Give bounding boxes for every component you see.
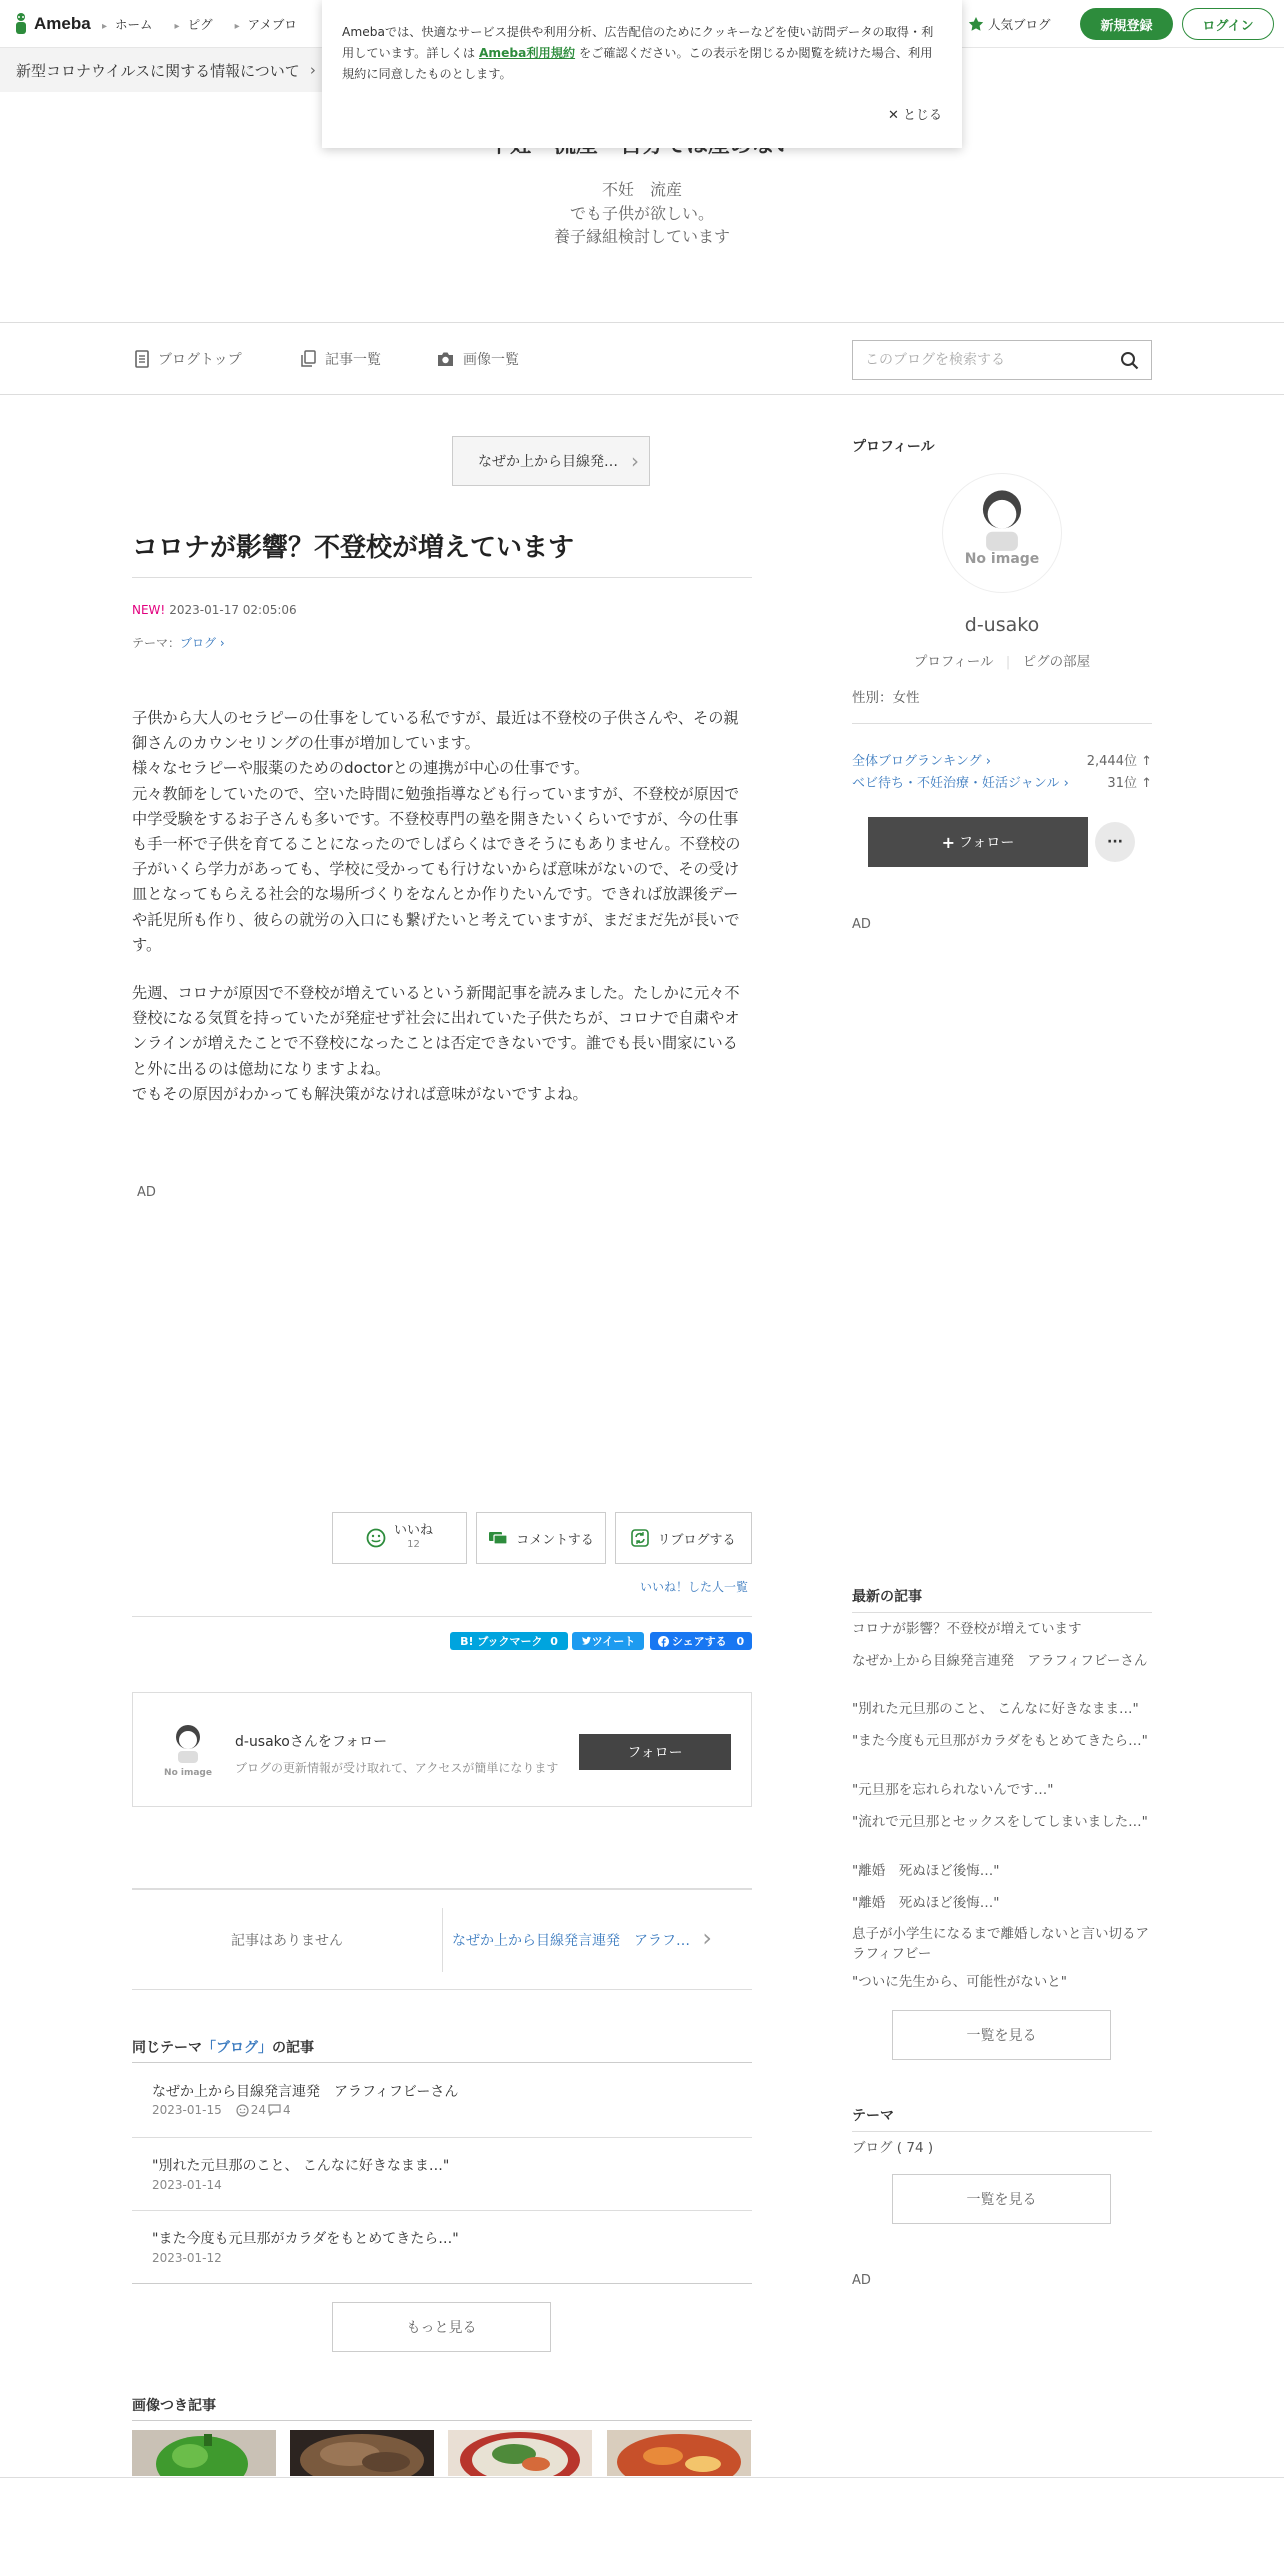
facebook-icon	[658, 1636, 669, 1647]
document-icon	[134, 350, 150, 368]
ranking-row	[852, 772, 1152, 791]
theme-heading: テーマ	[852, 2108, 894, 2124]
comment-icon	[268, 2104, 281, 2116]
like-count: 24	[250, 2103, 267, 2117]
chevron-right-icon: ›	[309, 61, 316, 79]
like-count: 12	[407, 1539, 420, 1550]
latest-article-link[interactable]: "また今度も元旦那がカラダをもとめてきたら…"	[852, 1733, 1148, 1749]
hatena-bookmark-button[interactable]	[450, 1632, 568, 1650]
ad-label: AD	[852, 917, 871, 932]
latest-article-link[interactable]: 息子が小学生になるまで離婚しないと言い切るアラフィフビー	[852, 1926, 1149, 1962]
same-theme-quote: 「	[202, 2040, 216, 2056]
same-theme-article-link[interactable]: "また今度も元旦那がカラダをもとめてきたら…"	[152, 2231, 459, 2247]
blog-nav	[0, 322, 1284, 395]
ad-label: AD	[852, 2273, 871, 2288]
blog-search-input[interactable]	[853, 341, 1103, 379]
noimage-label: No image	[964, 551, 1040, 567]
cookie-close-label: とじる	[902, 108, 942, 123]
overall-ranking-label: 全体ブログランキング	[852, 754, 982, 769]
nav-ameblo-label: アメブロ	[247, 17, 297, 32]
chevron-right-icon: ›	[702, 1924, 712, 1952]
follow-name: d-usakoさんをフォロー	[235, 1734, 388, 1750]
article-paragraph: 子供から大人のセラピーの仕事をしている私ですが、最近は不登校の子供さんや、その親御さんのカウンセリングの仕事が増加しています。 様々なセラピーや服薬のためのdoctorとの連携が中心の仕事です。 元々教師をしていたので、空いた時間に勉強指導なども行っていますが、不登校が原因で中学受験をするお子さんも多いです。不登校専門の塾を開きたいくらいですが、今の仕事も手一杯で子供を育てることになったのでしばらくはできそうにもありません。不登校の子がいくら学力があっても、学校に受かっても行けないからば意味がないので、その受け皿となってもらえる社会的な場所づくりをなんとか作りたいんです。できれば放課後デーや託児所も作り、彼らの就労の入口にも繋げたいと考えていますが、まだまだ先が長いです。	[132, 709, 741, 954]
covid-info-banner[interactable]	[0, 48, 330, 92]
divider	[852, 2131, 1152, 2132]
ranking-row	[852, 750, 1152, 769]
camera-icon	[436, 351, 455, 367]
theme-link[interactable]: ブログ ( 74 )	[852, 2140, 934, 2156]
profile-name[interactable]: d-usako	[964, 614, 1040, 636]
hatena-label: B! ブックマーク	[460, 1635, 543, 1648]
image-list-label: 画像一覧	[463, 352, 519, 368]
latest-article-link[interactable]: "ついに先生から、可能性がないと"	[852, 1974, 1067, 1990]
separator: |	[1005, 654, 1011, 670]
latest-article-link[interactable]: "離婚 死ぬほど後悔…"	[852, 1895, 1000, 1911]
noimage-label: No image	[164, 1768, 212, 1778]
profile-gender: 性別：女性	[852, 690, 920, 706]
article-date: 2023-01-12	[152, 2251, 222, 2265]
divider	[852, 1612, 1152, 1613]
like-stat	[236, 2103, 266, 2117]
divider	[132, 2210, 752, 2211]
search-icon[interactable]	[1120, 351, 1139, 370]
profile-link[interactable]: プロフィール	[913, 654, 994, 670]
prev-article-button[interactable]	[452, 436, 650, 486]
comment-stat	[268, 2103, 291, 2117]
cookie-text: Amebaでは、快適なサービス提供や利用分析、広告配信のためにクッキーなどを使い訪問データの取得・利用しています。詳しくは	[342, 25, 934, 60]
global-nav	[102, 15, 297, 33]
blog-search-box	[852, 340, 1152, 380]
smile-icon	[366, 1528, 386, 1548]
cookie-text: をご確認ください。この表示を閉じるか閲覧を続けた場合、利用規約に同意したものとします。	[342, 46, 933, 81]
covid-info-label: 新型コロナウイルスに関する情報について	[16, 61, 300, 80]
next-article-label: なぜか上から目線発言連発 アラフ…	[452, 1933, 690, 1949]
same-theme-article-meta	[152, 2103, 291, 2117]
overall-ranking-value: 2,444位 ↑	[1086, 754, 1152, 769]
article-list-link[interactable]	[300, 349, 381, 369]
image-list-link[interactable]	[436, 349, 519, 369]
divider	[132, 1616, 752, 1617]
latest-article-link[interactable]: なぜか上から目線発言連発 アラフィフビーさん	[852, 1653, 1148, 1669]
chevron-right-icon: ›	[985, 754, 991, 769]
reblog-label: リブログする	[657, 1532, 736, 1548]
image-article-thumbnail[interactable]	[448, 2430, 592, 2476]
article-pager	[132, 1888, 752, 1990]
ad-label: AD	[137, 1185, 156, 1200]
same-theme-pre: 同じテーマ	[132, 2040, 202, 2056]
same-theme-quote: 」	[258, 2040, 272, 2056]
comment-label: コメントする	[516, 1532, 594, 1548]
cookie-close-button[interactable]	[888, 105, 942, 126]
chevron-right-icon: ›	[1063, 776, 1069, 791]
ameba-logo[interactable]	[12, 12, 91, 36]
nav-pigg[interactable]	[175, 15, 213, 33]
latest-article-link[interactable]: "流れで元旦那とセックスをしてしまいました…"	[852, 1814, 1148, 1830]
article-paragraph: 先週、コロナが原因で不登校が増えているという新聞記事を読みました。たしかに元々不登校になる気質を持っていたが発症せず社会に出れていた子供たちが、コロナで自粛やオンラインが増えたことで不登校になったことは否定できないです。誰でも長い間家にいると外に出るのは億劫になりますよね。 でもその原因がわかっても解決策がなければ意味がないですよね。	[132, 984, 740, 1103]
reblog-button[interactable]	[615, 1512, 752, 1564]
popular-blog-label: 人気ブログ	[988, 17, 1051, 32]
sidebar-follow-button[interactable]	[868, 817, 1088, 867]
plus-icon: +	[941, 832, 956, 852]
nav-home[interactable]	[102, 15, 153, 33]
sidebar-follow-label: フォロー	[959, 835, 1015, 851]
food-image	[448, 2430, 592, 2476]
profile-avatar[interactable]	[942, 473, 1062, 593]
article-date: 2023-01-17 02:05:06	[169, 603, 297, 617]
star-icon	[968, 16, 984, 32]
follow-button[interactable]: フォロー	[579, 1734, 731, 1770]
same-theme-heading	[132, 2037, 314, 2057]
article-title[interactable]: コロナが影響？不登校が増えています	[132, 533, 575, 563]
ameba-logo-text: Ameba	[34, 14, 91, 33]
food-image	[132, 2430, 276, 2476]
chevron-right-icon: ▸	[234, 21, 240, 32]
like-button[interactable]	[332, 1512, 467, 1564]
article-meta	[132, 603, 297, 617]
article-theme	[132, 634, 225, 651]
overall-ranking-link[interactable]	[852, 754, 991, 769]
nav-ameblo[interactable]	[235, 15, 297, 33]
like-label: いいね	[393, 1523, 433, 1538]
nav-home-label: ホーム	[115, 17, 153, 32]
blog-top-link[interactable]	[134, 349, 242, 369]
login-button[interactable]: ログイン	[1182, 8, 1274, 40]
comment-count: 4	[283, 2103, 291, 2117]
chevron-right-icon: ▸	[102, 21, 108, 32]
close-icon: ✕	[887, 108, 903, 123]
more-options-button[interactable]	[1095, 822, 1135, 862]
follow-description: ブログの更新情報が受け取れて、アクセスが簡単になります	[235, 1761, 559, 1775]
same-theme-article-link[interactable]: "別れた元旦那のこと、 こんなに好きなまま…"	[152, 2158, 450, 2174]
see-more-button[interactable]: もっと見る	[332, 2302, 551, 2352]
genre-ranking-value: 31位 ↑	[1107, 776, 1152, 791]
signup-button[interactable]: 新規登録	[1080, 8, 1173, 40]
divider	[852, 723, 1152, 724]
image-article-thumbnail[interactable]	[132, 2430, 276, 2476]
latest-article-link[interactable]: "離婚 死ぬほど後悔…"	[852, 1863, 1000, 1879]
next-article-link[interactable]	[452, 1890, 722, 1990]
reblog-icon	[631, 1529, 649, 1547]
divider	[132, 577, 752, 578]
article-date: 2023-01-14	[152, 2178, 222, 2192]
avatar	[163, 1721, 213, 1778]
latest-see-list-button[interactable]: 一覧を見る	[892, 2010, 1111, 2060]
no-prev-article: 記事はありません	[231, 1933, 343, 1949]
chevron-right-icon: ▸	[174, 21, 180, 32]
blog-description-line: でも子供が欲しい。	[569, 204, 714, 223]
tweet-button[interactable]	[572, 1632, 644, 1650]
tweet-label: ツイート	[591, 1635, 636, 1648]
same-theme-article-link[interactable]: なぜか上から目線発言連発 アラフィフビーさん	[152, 2084, 459, 2100]
prev-article-label: なぜか上から目線発…	[478, 454, 618, 470]
same-theme-link[interactable]: ブログ	[216, 2040, 258, 2056]
blog-description-line: 養子縁組検討しています	[553, 227, 730, 246]
same-theme-post: の記事	[272, 2040, 314, 2056]
facebook-share-count: 0	[736, 1634, 745, 1648]
chevron-right-icon: ›	[216, 636, 225, 650]
footer-divider	[0, 2477, 1284, 2478]
noimage-avatar-icon	[970, 484, 1034, 554]
twitter-icon	[581, 1636, 592, 1646]
divider	[132, 2283, 752, 2284]
image-articles-heading: 画像つき記事	[132, 2398, 216, 2414]
divider	[132, 2062, 752, 2063]
food-image	[607, 2430, 751, 2476]
ameba-logo-icon	[12, 12, 30, 36]
food-image	[290, 2430, 434, 2476]
terms-link[interactable]: Ameba利用規約	[478, 46, 576, 60]
theme-link[interactable]: ブログ	[180, 636, 217, 650]
new-badge: NEW!	[132, 603, 166, 617]
article-list-label: 記事一覧	[325, 352, 381, 368]
profile-heading: プロフィール	[852, 439, 935, 455]
latest-article-link[interactable]: "元旦那を忘れられないんです…"	[852, 1782, 1054, 1798]
follow-box	[132, 1692, 752, 1807]
popular-blog-link[interactable]	[968, 15, 1051, 33]
comment-icon	[488, 1530, 508, 1546]
hatena-count: 0	[550, 1634, 558, 1648]
profile-links	[852, 650, 1152, 670]
pigg-room-link[interactable]: ピグの部屋	[1022, 654, 1091, 670]
divider	[132, 2137, 752, 2138]
blog-top-label: ブログトップ	[158, 352, 242, 368]
more-icon: ···	[1107, 834, 1123, 850]
latest-articles-heading: 最新の記事	[852, 1589, 922, 1605]
smile-icon	[236, 2104, 249, 2117]
nav-pigg-label: ピグ	[187, 17, 213, 32]
facebook-share-button[interactable]	[650, 1632, 752, 1650]
theme-label: テーマ：	[132, 636, 181, 650]
image-article-thumbnail[interactable]	[290, 2430, 434, 2476]
latest-article-link[interactable]: コロナが影響？不登校が増えています	[852, 1621, 1082, 1637]
copy-icon	[300, 350, 317, 368]
divider	[442, 1908, 443, 1972]
comment-button[interactable]	[476, 1512, 606, 1564]
divider	[132, 2420, 752, 2421]
article-date: 2023-01-15	[152, 2103, 222, 2117]
latest-article-link[interactable]: "別れた元旦那のこと、 こんなに好きなまま…"	[852, 1701, 1139, 1717]
theme-see-list-button[interactable]: 一覧を見る	[892, 2174, 1111, 2224]
noimage-avatar-icon	[168, 1721, 208, 1765]
genre-ranking-label: ベビ待ち・不妊治療・妊活ジャンル	[852, 776, 1060, 791]
genre-ranking-link[interactable]	[852, 776, 1069, 791]
like-text	[394, 1524, 433, 1552]
blog-description-line: 不妊 流産	[601, 180, 682, 199]
image-article-thumbnail[interactable]	[607, 2430, 751, 2476]
facebook-share-label: シェアする	[671, 1635, 727, 1648]
chevron-right-icon: ›	[631, 449, 639, 473]
liked-by-list-link[interactable]: いいね！した人一覧	[640, 1580, 749, 1594]
cookie-notice	[322, 0, 962, 148]
